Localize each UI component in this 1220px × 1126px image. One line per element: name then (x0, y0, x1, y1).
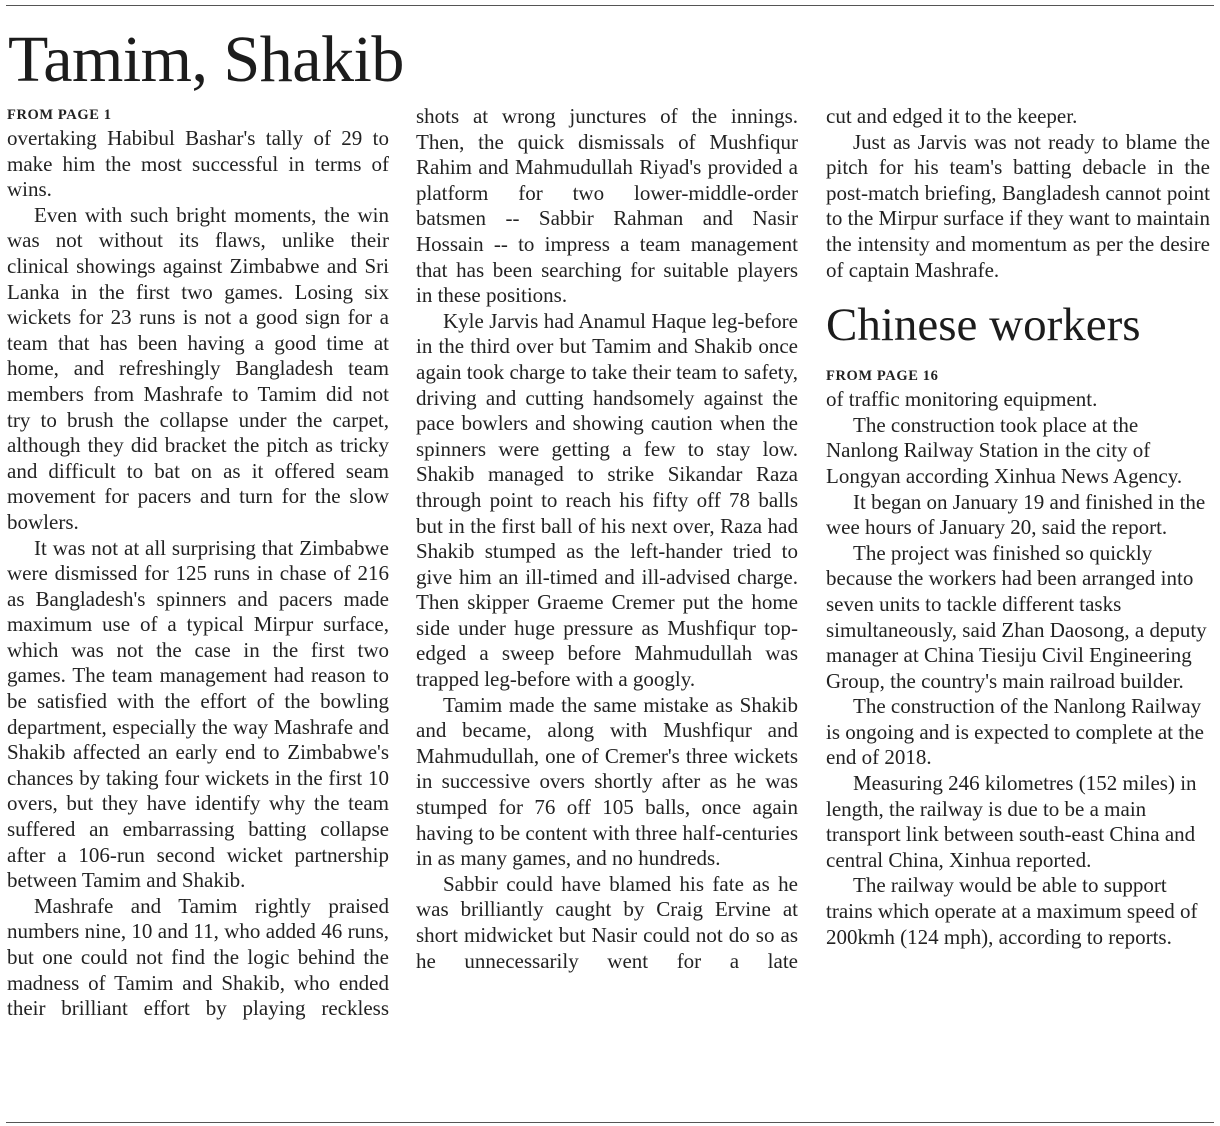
article2-paragraph: The construction took place at the Nanlong Railway Station in the city of Longyan according Xinhua News Agency. (826, 412, 1183, 488)
headline-chinese-workers: Chinese workers (826, 299, 1141, 352)
article2-paragraph: of traffic monitoring equipment. (826, 387, 1098, 412)
article1-paragraph: Tamim made the same mistake as Shakib and became, along with Mushfiqur and Mahmudullah, one of Cremer's three wickets in successive overs shortly after as he was stumped for 76 off 105 balls, once again having to be content with three half-centuries in as many games, and no hundreds. (416, 692, 798, 871)
kicker-from-page-1: FROM PAGE 1 (7, 107, 112, 123)
bottom-rule (6, 1122, 1214, 1123)
article1-paragraph: Kyle Jarvis had Anamul Haque leg-before in the third over but Tamim and Shakib once again took charge to take their team to safety, driving and cutting handsomely against the pace bowlers and showing caution when the spinners were getting a few to stay low. Shakib managed to strike Sikandar Raza through point to reach his fifty off 78 balls but in the first ball of his next over, Raza had Shakib stumped as the left-hander tried to give him an ill-timed and ill-advised charge. Then skipper Graeme Cremer put the home side under huge pressure as Mushfiqur top-edged a sweep before Mahmudullah was trapped leg-before with a googly. (416, 308, 798, 692)
article2-paragraph: Measuring 246 kilometres (152 miles) in length, the railway is due to be a main transport link between south-east China and central China, Xinhua reported. (826, 771, 1197, 872)
headline-tamim-shakib: Tamim, Shakib (8, 23, 404, 96)
article1-paragraph: Just as Jarvis was not ready to blame the pitch for his team's batting debacle in the post-match briefing, Bangladesh cannot point to the Mirpur surface if they want to maintain the intensity and momentum as per the desire of captain Mashrafe. (826, 129, 1210, 282)
article2-paragraph: The construction of the Nanlong Railway is ongoing and is expected to complete at the end of 2018. (826, 694, 1204, 770)
article1-paragraph: Even with such bright moments, the win was not without its flaws, unlike their clinical showings against Zimbabwe and Sri Lanka in the first two games. Losing six wickets for 23 runs is not a good sign for a team that has been having a good time at home, and refreshingly Bangladesh team members from Mashrafe to Tamim did not try to brush the collapse under the carpet, although they did bracket the pitch as tricky and difficult to bat on as it offered seam movement for pacers and turn for the slow bowlers. (7, 202, 389, 534)
article1-paragraph: Sabbir could have blamed his fate as he was brilliantly caught by Craig Ervine at short midwicket but Nasir could not do so as he unnecessarily went for a late (416, 871, 798, 973)
top-rule (6, 5, 1214, 6)
article1-paragraph: overtaking Habibul Bashar's tally of 29 to make him the most successful in terms of wins. (7, 126, 389, 202)
article2-paragraph: The project was finished so quickly because the workers had been arranged into seven units to tackle different tasks simultaneously, said Zhan Daosong, a deputy manager at China Tiesiju Civil Engineering Group, the country's main railroad builder. (826, 540, 1207, 693)
article2-paragraph: The railway would be able to support trains which operate at a maximum speed of 200kmh (124 mph), according to reports. (826, 873, 1198, 949)
article1-paragraph: cut and edged it to the keeper. (826, 104, 1078, 128)
column-3 (826, 104, 1210, 950)
article1-paragraph: Mashrafe and Tamim rightly praised numbers nine, 10 and 11, who added 46 runs, but one could not find the logic behind the madness of Tamim and Shakib, who ended their brilliant effort by playing reckless (7, 893, 389, 1021)
article1-column-1 (7, 104, 389, 1022)
article1-paragraph: It was not at all surprising that Zimbabwe were dismissed for 125 runs in chase of 216 as Bangladesh's spinners and pacers made maximum use of a typical Mirpur surface, which was not the case in the first two games. The team management had reason to be satisfied with the effort of the bowling department, especially the way Mashrafe and Shakib affected an early end to Zimbabwe's chances by taking four wickets in the first 10 overs, but they have identify why the team suffered an embarrassing batting collapse after a 106-run second wicket partnership between Tamim and Shakib. (7, 535, 389, 893)
kicker-from-page-16: FROM PAGE 16 (826, 368, 939, 385)
article2-paragraph: It began on January 19 and finished in the wee hours of January 20, said the report. (826, 489, 1206, 540)
article1-paragraph: shots at wrong junctures of the innings. Then, the quick dismissals of Mushfiqur Rahim and Mahmudullah Riyad's provided a platform for two lower-middle-order batsmen -- Sabbir Rahman and Nasir Hossain -- to impress a team management that has been searching for suitable players in these positions. (416, 104, 798, 308)
article1-column-2 (416, 104, 798, 974)
